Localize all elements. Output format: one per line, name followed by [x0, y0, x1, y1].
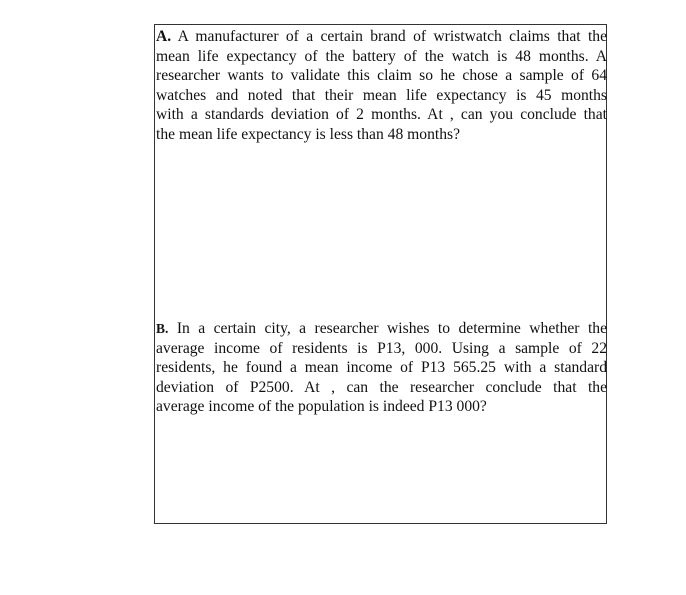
problem-b: [156, 319, 607, 417]
problem-a-line-6: the mean life expectancy is less than 48 months?: [156, 125, 460, 143]
document-frame: [154, 24, 607, 524]
problem-a-label: A.: [156, 28, 172, 45]
problem-b-line-3: residents, he found a mean income of P13 565.25 with a standard: [156, 359, 607, 377]
problem-b-line-1: B. In a certain city, a researcher wishes to determine whether the: [156, 320, 607, 337]
problem-b-label: B.: [156, 321, 169, 336]
problem-b-line-2: average income of residents is P13, 000. Using a sample of 22: [156, 339, 607, 357]
problem-a-line-3: researcher wants to validate this claim so he chose a sample of 64: [156, 67, 607, 85]
problem-b-line-4: deviation of P2500. At , can the researcher conclude that the: [156, 378, 607, 396]
problem-a-line-5: with a standards deviation of 2 months. At , can you conclude that: [156, 106, 607, 124]
problem-b-line-5: average income of the population is indeed P13 000?: [156, 398, 487, 416]
problem-a-line-2: mean life expectancy of the battery of the watch is 48 months. A: [156, 47, 607, 65]
problem-a-line-4: watches and noted that their mean life expectancy is 45 months: [156, 86, 607, 104]
problem-a-line-1: A. A manufacturer of a certain brand of wristwatch claims that the: [156, 28, 607, 45]
problem-a: [156, 27, 607, 145]
